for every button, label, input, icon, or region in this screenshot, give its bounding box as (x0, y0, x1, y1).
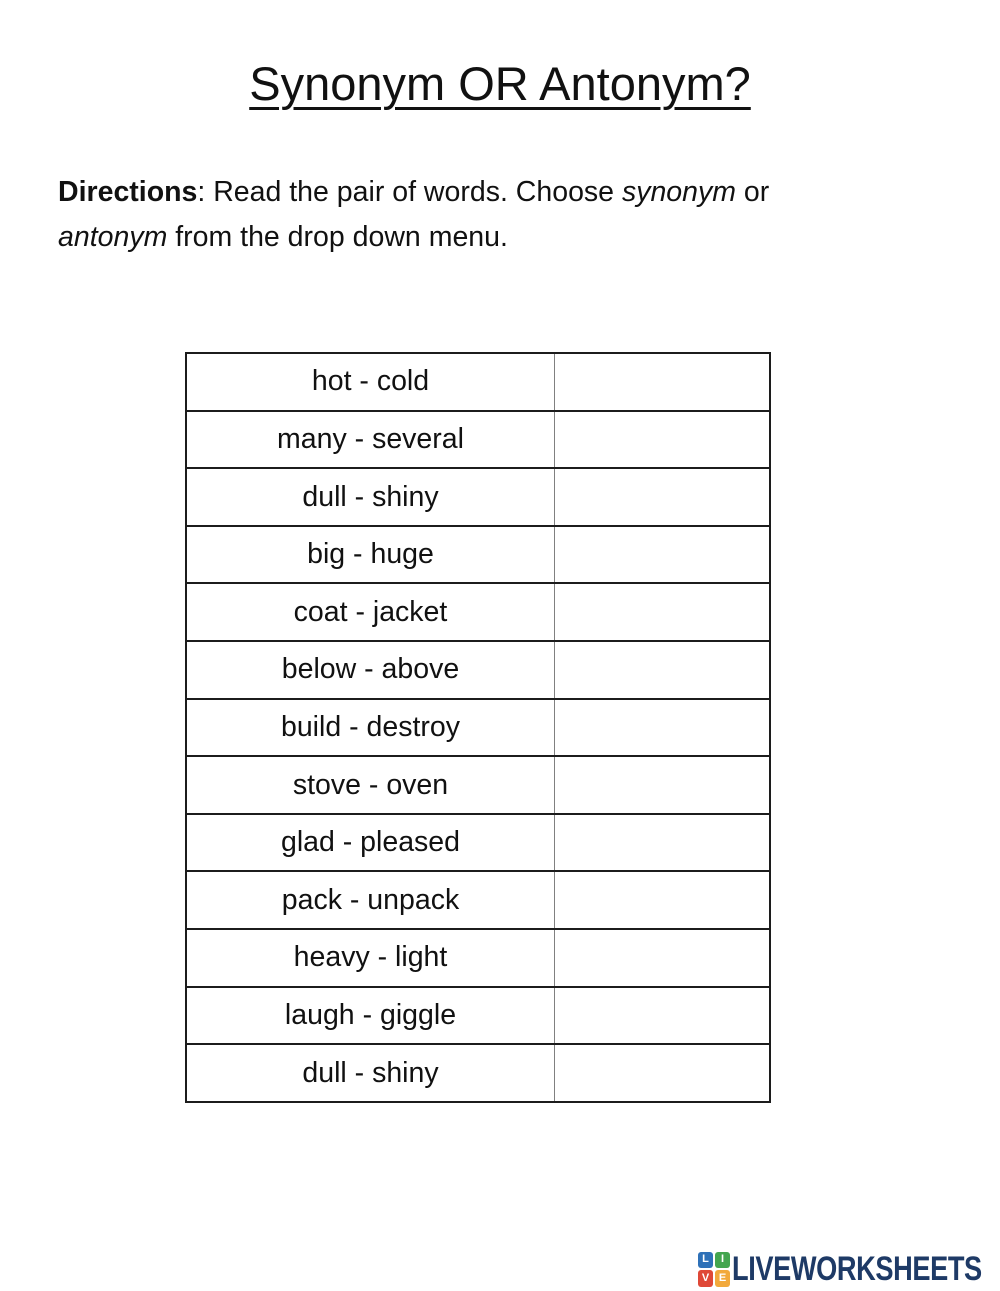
word-pair-cell: build - destroy (186, 699, 555, 757)
directions-text (58, 170, 958, 260)
logo-tile-v-icon: V (698, 1270, 713, 1287)
table-row (186, 871, 770, 929)
answer-dropdown-cell[interactable] (555, 641, 771, 699)
table-row (186, 929, 770, 987)
word-pair-cell: glad - pleased (186, 814, 555, 872)
word-pair-cell: below - above (186, 641, 555, 699)
table-row (186, 583, 770, 641)
table-row (186, 411, 770, 469)
word-pair-cell: hot - cold (186, 353, 555, 411)
directions-synonym-word: synonym (621, 176, 736, 208)
word-pair-cell: laugh - giggle (186, 987, 555, 1045)
directions-line2-text: from the drop down menu. (167, 221, 508, 253)
answer-dropdown-cell[interactable] (555, 871, 771, 929)
word-pair-cell: dull - shiny (186, 1044, 555, 1102)
answer-dropdown-cell[interactable] (555, 987, 771, 1045)
table-row (186, 526, 770, 584)
liveworksheets-logo (698, 1251, 1000, 1287)
table-row (186, 756, 770, 814)
table-row (186, 987, 770, 1045)
answer-dropdown-cell[interactable] (555, 1044, 771, 1102)
logo-tile-e-icon: E (715, 1270, 730, 1287)
page-title: Synonym OR Antonym? (249, 57, 751, 110)
word-pair-cell: big - huge (186, 526, 555, 584)
directions-line1-text: : Read the pair of words. Choose (197, 176, 622, 208)
directions-antonym-word: antonym (58, 221, 168, 253)
word-pair-cell: stove - oven (186, 756, 555, 814)
word-pair-cell: many - several (186, 411, 555, 469)
word-pair-cell: heavy - light (186, 929, 555, 987)
answer-dropdown-cell[interactable] (555, 411, 771, 469)
directions-line1-end: or (736, 176, 770, 208)
word-pair-cell: coat - jacket (186, 583, 555, 641)
answer-dropdown-cell[interactable] (555, 583, 771, 641)
table-row (186, 468, 770, 526)
logo-tile-i-icon: I (715, 1252, 730, 1269)
answer-dropdown-cell[interactable] (555, 814, 771, 872)
answer-dropdown-cell[interactable] (555, 929, 771, 987)
logo-tile-l-icon: L (698, 1252, 713, 1269)
liveworksheets-logo-text: LIVEWORKSHEETS (732, 1249, 982, 1288)
answer-dropdown-cell[interactable] (555, 756, 771, 814)
answer-dropdown-cell[interactable] (555, 699, 771, 757)
word-pair-cell: pack - unpack (186, 871, 555, 929)
directions-label: Directions (58, 176, 198, 208)
word-pair-cell: dull - shiny (186, 468, 555, 526)
word-pairs-table (185, 352, 771, 1103)
answer-dropdown-cell[interactable] (555, 353, 771, 411)
table-row (186, 353, 770, 411)
answer-dropdown-cell[interactable] (555, 526, 771, 584)
table-row (186, 699, 770, 757)
table-row (186, 641, 770, 699)
table-row (186, 1044, 770, 1102)
table-row (186, 814, 770, 872)
answer-dropdown-cell[interactable] (555, 468, 771, 526)
liveworksheets-logo-icon (698, 1252, 730, 1287)
